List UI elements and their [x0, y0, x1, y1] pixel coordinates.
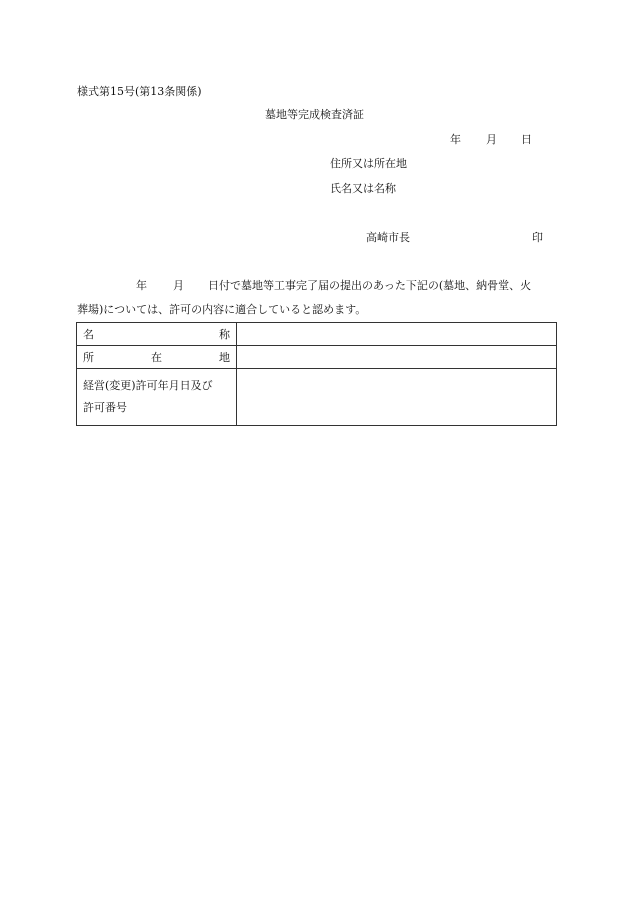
date-month-label: 月 — [486, 133, 497, 146]
location-header-char1: 所 — [83, 351, 94, 364]
date-year-label: 年 — [450, 133, 461, 146]
table-row-name — [77, 323, 557, 346]
issuer-mayor: 高崎市長 — [366, 231, 410, 244]
location-header-char2: 在 — [151, 351, 162, 364]
name-header-char2: 称 — [219, 328, 230, 341]
table-row-location — [77, 346, 557, 369]
location-value-cell — [237, 346, 557, 369]
name-header-char1: 名 — [83, 328, 94, 341]
body-paragraph-line2: 葬場)については、許可の内容に適合していると認めます。 — [77, 303, 367, 316]
details-table — [76, 322, 557, 426]
name-header-cell — [77, 323, 237, 346]
document-title: 墓地等完成検査済証 — [265, 108, 364, 121]
permit-value-cell — [237, 369, 557, 426]
address-label: 住所又は所在地 — [330, 157, 407, 170]
seal-mark: 印 — [532, 231, 543, 244]
location-header-char3: 地 — [219, 351, 230, 364]
body-text-rest: 日付で墓地等工事完了届の提出のあった下記の(墓地、納骨堂、火 — [208, 279, 532, 292]
name-label: 氏名又は名称 — [330, 182, 396, 195]
name-value-cell — [237, 323, 557, 346]
permit-header-cell — [77, 369, 237, 426]
form-number: 様式第15号(第13条関係) — [77, 85, 202, 98]
permit-header-line2: 許可番号 — [83, 401, 127, 414]
table-row-permit — [77, 369, 557, 426]
body-month-label: 月 — [173, 279, 184, 292]
date-day-label: 日 — [521, 133, 532, 146]
location-header-cell — [77, 346, 237, 369]
permit-header-line1: 経営(変更)許可年月日及び — [83, 379, 213, 392]
body-year-label: 年 — [136, 279, 147, 292]
